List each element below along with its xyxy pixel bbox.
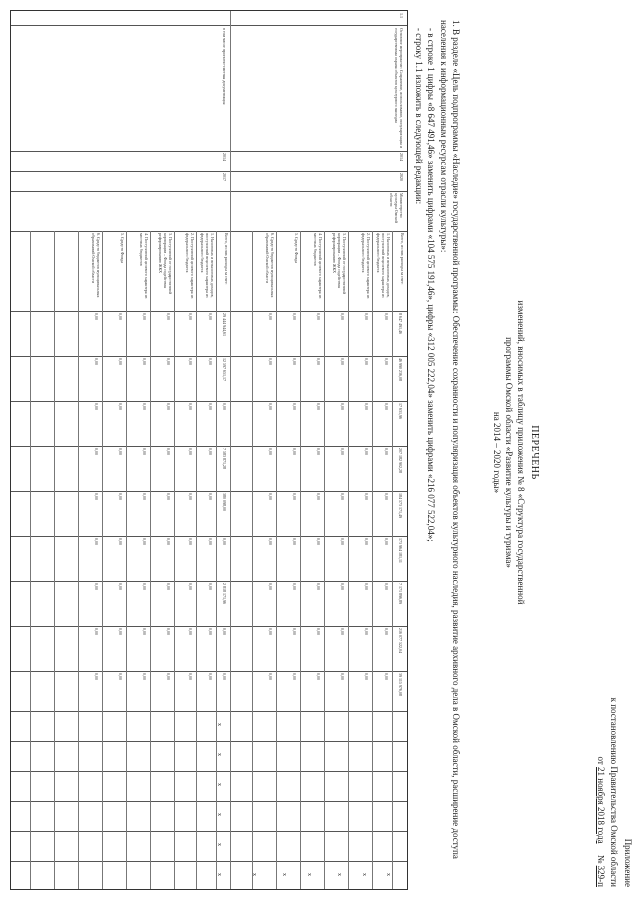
zero-value: 0,00 bbox=[340, 493, 345, 500]
number-value: 329-п bbox=[596, 865, 606, 887]
zero-value: 0,00 bbox=[340, 448, 345, 455]
title-line-4: на 2014 – 2020 годы» bbox=[492, 411, 502, 494]
zero-value: 0,00 bbox=[118, 448, 123, 455]
source-6: 6. Средств бюджетов муниципальных образований Омской области bbox=[265, 233, 275, 298]
year-end-cell: 2020 bbox=[399, 173, 404, 181]
zero-value: 0,00 bbox=[118, 628, 123, 635]
zero-value: 0,00 bbox=[268, 493, 273, 500]
source-5-2: 5. Средств Фонда bbox=[120, 233, 125, 263]
zero-value: 0,00 bbox=[166, 538, 171, 545]
zero-value: 0,00 bbox=[208, 538, 213, 545]
sub-year-end-cell: 2017 bbox=[222, 173, 227, 181]
zero-value: 0,00 bbox=[118, 313, 123, 320]
zero-value: 0,00 bbox=[340, 403, 345, 410]
source-6-2: 6. Средств бюджетов муниципальных образований Омской области bbox=[91, 233, 101, 298]
zero-value: 0,00 bbox=[384, 493, 389, 500]
zero-value: 0,00 bbox=[94, 583, 99, 590]
zero-value: 0,00 bbox=[364, 628, 369, 635]
year-start-cell: 2014 bbox=[399, 153, 404, 161]
zero-value: 0,00 bbox=[166, 403, 171, 410]
zero-value: 0,00 bbox=[208, 628, 213, 635]
total-value: 17 631,96 bbox=[398, 403, 403, 419]
appendix-label: Приложение bbox=[623, 838, 633, 887]
total-value: 46 990 236,08 bbox=[398, 358, 403, 381]
zero-value: 0,00 bbox=[142, 628, 147, 635]
zero-value: 0,00 bbox=[166, 628, 171, 635]
zero-value: 0,00 bbox=[364, 583, 369, 590]
zero-value: 0,00 bbox=[384, 448, 389, 455]
zero-value: 0,00 bbox=[188, 493, 193, 500]
zero-value: 0,00 bbox=[94, 673, 99, 680]
zero-value: 0,00 bbox=[268, 358, 273, 365]
x-mark: x bbox=[216, 753, 222, 756]
zero-value: 0,00 bbox=[188, 538, 193, 545]
zero-value: 0,00 bbox=[188, 673, 193, 680]
paragraph-2: - в строке 1 цифры «8 647 491,46» заменить цифрами «104 575 191,46», цифры «312 005 222,04» заменить цифрами «216 077 522,04»; bbox=[426, 28, 436, 542]
zero-value: 0,00 bbox=[208, 358, 213, 365]
zero-value: 0,00 bbox=[208, 403, 213, 410]
zero-value: 0,00 bbox=[340, 313, 345, 320]
zero-value: 0,00 bbox=[208, 493, 213, 500]
zero-value: 0,00 bbox=[118, 493, 123, 500]
zero-value: 0,00 bbox=[188, 358, 193, 365]
zero-value: 0,00 bbox=[208, 673, 213, 680]
zero-value: 0,00 bbox=[166, 583, 171, 590]
zero-value: 0,00 bbox=[142, 493, 147, 500]
zero-value: 0,00 bbox=[364, 538, 369, 545]
zero-value: 0,00 bbox=[142, 358, 147, 365]
zero-value: 0,00 bbox=[268, 403, 273, 410]
zero-value: 0,00 bbox=[316, 448, 321, 455]
zero-value: 0,00 bbox=[166, 673, 171, 680]
zero-value: 0,00 bbox=[340, 583, 345, 590]
zero-value: 0,00 bbox=[384, 538, 389, 545]
x-mark: x bbox=[216, 723, 222, 726]
zero-value: 0,00 bbox=[316, 628, 321, 635]
source-total-2: Всего, из них расходы за счет: bbox=[224, 233, 229, 285]
total-value-2: 0,00 bbox=[222, 403, 227, 410]
zero-value: 0,00 bbox=[292, 628, 297, 635]
zero-value: 0,00 bbox=[292, 673, 297, 680]
zero-value: 0,00 bbox=[268, 313, 273, 320]
total-value-2: 0,00 bbox=[222, 628, 227, 635]
zero-value: 0,00 bbox=[364, 493, 369, 500]
zero-value: 0,00 bbox=[384, 358, 389, 365]
x-mark: x bbox=[216, 873, 222, 876]
zero-value: 0,00 bbox=[292, 448, 297, 455]
zero-value: 0,00 bbox=[316, 403, 321, 410]
source-3: 3. Поступлений от государственной корпорации – Фонда содействия реформированию ЖКХ bbox=[332, 233, 347, 294]
zero-value: 0,00 bbox=[384, 628, 389, 635]
executor-cell: Министерство культуры Омской области bbox=[389, 193, 404, 223]
source-total: Всего, из них расходы за счет: bbox=[400, 233, 405, 285]
zero-value: 0,00 bbox=[188, 448, 193, 455]
zero-value: 0,00 bbox=[384, 403, 389, 410]
zero-value: 0,00 bbox=[142, 583, 147, 590]
zero-value: 0,00 bbox=[94, 403, 99, 410]
zero-value: 0,00 bbox=[364, 448, 369, 455]
source-2-2: 2. Поступлений целевого характера из федерального бюджета bbox=[185, 233, 195, 299]
x-mark: x bbox=[306, 873, 312, 876]
zero-value: 0,00 bbox=[166, 313, 171, 320]
zero-value: 0,00 bbox=[142, 448, 147, 455]
x-mark: x bbox=[216, 843, 222, 846]
zero-value: 0,00 bbox=[268, 628, 273, 635]
zero-value: 0,00 bbox=[208, 448, 213, 455]
zero-value: 0,00 bbox=[94, 493, 99, 500]
zero-value: 0,00 bbox=[340, 358, 345, 365]
source-4: 4. Поступлений целевого характера из местных бюджетов bbox=[313, 233, 323, 299]
zero-value: 0,00 bbox=[118, 403, 123, 410]
zero-value: 0,00 bbox=[364, 403, 369, 410]
zero-value: 0,00 bbox=[292, 358, 297, 365]
number-prefix: № bbox=[596, 854, 606, 864]
zero-value: 0,00 bbox=[292, 538, 297, 545]
x-mark: x bbox=[361, 873, 367, 876]
zero-value: 0,00 bbox=[118, 673, 123, 680]
date-prefix: от bbox=[596, 756, 606, 765]
total-value: 207 182 902,28 bbox=[398, 448, 403, 473]
zero-value: 0,00 bbox=[364, 313, 369, 320]
total-value: 8 647 491,46 bbox=[398, 313, 403, 334]
source-3-2: 3. Поступлений от государственной корпорации – Фонда содействия реформированию ЖКХ bbox=[158, 233, 173, 294]
zero-value: 0,00 bbox=[118, 538, 123, 545]
x-mark: x bbox=[336, 873, 342, 876]
total-value: 216 077 522,04 bbox=[398, 628, 403, 653]
zero-value: 0,00 bbox=[94, 448, 99, 455]
zero-value: 0,00 bbox=[142, 313, 147, 320]
zero-value: 0,00 bbox=[292, 313, 297, 320]
total-value-2: 2 818 171,96 bbox=[222, 583, 227, 604]
sub-year-start-cell: 2014 bbox=[222, 153, 227, 161]
zero-value: 0,00 bbox=[316, 538, 321, 545]
zero-value: 0,00 bbox=[316, 358, 321, 365]
zero-value: 0,00 bbox=[384, 313, 389, 320]
zero-value: 0,00 bbox=[142, 673, 147, 680]
zero-value: 0,00 bbox=[316, 313, 321, 320]
x-mark: x bbox=[216, 783, 222, 786]
source-1-2: 1. Налоговых и неналоговых доходов, поступлений нецелевого характера из федерального бюджета bbox=[200, 233, 215, 298]
source-5: 5. Средств Фонда bbox=[294, 233, 299, 263]
total-value: 173 964 181,11 bbox=[398, 538, 403, 563]
zero-value: 0,00 bbox=[268, 538, 273, 545]
date-value: 21 ноября 2018 года bbox=[596, 767, 606, 844]
source-1: 1. Налоговых и неналоговых доходов, поступлений нецелевого характера из федерального бюджета bbox=[376, 233, 391, 298]
zero-value: 0,00 bbox=[94, 313, 99, 320]
paragraph-3: - строку 1.1 изложить в следующей редакции: bbox=[414, 28, 424, 205]
total-value-2: 12 597 651,17 bbox=[222, 358, 227, 381]
zero-value: 0,00 bbox=[364, 358, 369, 365]
source-2: 2. Поступлений целевого характера из федерального бюджета bbox=[361, 233, 371, 299]
event-name-cell: Основное мероприятие: Сохранение, использование, популяризация и государственная охрана объектов культурного наследия bbox=[394, 28, 404, 148]
zero-value: 0,00 bbox=[166, 493, 171, 500]
zero-value: 0,00 bbox=[384, 673, 389, 680]
total-value: 184 573 171,49 bbox=[398, 493, 403, 518]
paragraph-1: 1. В разделе «Цель подпрограммы «Наследие» государственной программы: Обеспечение сохранности и популяризация объектов культурного наследия, развитие архивного дела в Омской области, расширение доступа населения к информационным ресурсам отрасли культуры»: bbox=[439, 20, 461, 859]
zero-value: 0,00 bbox=[208, 583, 213, 590]
x-mark: x bbox=[281, 873, 287, 876]
zero-value: 0,00 bbox=[188, 583, 193, 590]
structure-table bbox=[10, 10, 408, 890]
zero-value: 0,00 bbox=[316, 583, 321, 590]
zero-value: 0,00 bbox=[118, 358, 123, 365]
zero-value: 0,00 bbox=[94, 358, 99, 365]
zero-value: 0,00 bbox=[142, 538, 147, 545]
total-value: 7 171 896,89 bbox=[398, 583, 403, 604]
zero-value: 0,00 bbox=[118, 583, 123, 590]
total-value: 39 115 976,08 bbox=[398, 673, 403, 696]
row-number: 1.1 bbox=[399, 13, 404, 18]
title-line-2: изменений, вносимых в таблицу приложения № 8 «Структура государственной bbox=[516, 300, 526, 605]
zero-value: 0,00 bbox=[188, 628, 193, 635]
zero-value: 0,00 bbox=[340, 538, 345, 545]
x-mark: x bbox=[216, 813, 222, 816]
x-mark: x bbox=[251, 873, 257, 876]
total-value-2: 0,00 bbox=[222, 538, 227, 545]
zero-value: 0,00 bbox=[188, 403, 193, 410]
zero-value: 0,00 bbox=[188, 313, 193, 320]
appendix-date-line bbox=[595, 756, 607, 887]
zero-value: 0,00 bbox=[268, 583, 273, 590]
document-title: ПЕРЕЧЕНЬ bbox=[529, 425, 540, 480]
zero-value: 0,00 bbox=[292, 493, 297, 500]
total-value-2: 7 583 871,28 bbox=[222, 448, 227, 469]
zero-value: 0,00 bbox=[166, 358, 171, 365]
source-4-2: 4. Поступлений целевого характера из местных бюджетов bbox=[139, 233, 149, 299]
zero-value: 0,00 bbox=[166, 448, 171, 455]
zero-value: 0,00 bbox=[340, 673, 345, 680]
appendix-reference: к постановлению Правительства Омской области bbox=[609, 697, 619, 887]
zero-value: 0,00 bbox=[268, 673, 273, 680]
zero-value: 0,00 bbox=[384, 583, 389, 590]
zero-value: 0,00 bbox=[292, 583, 297, 590]
zero-value: 0,00 bbox=[292, 403, 297, 410]
zero-value: 0,00 bbox=[268, 448, 273, 455]
total-value-2: 29 444 944,61 bbox=[222, 313, 227, 336]
zero-value: 0,00 bbox=[94, 538, 99, 545]
title-line-3: программы Омской области «Развитие культуры и туризма» bbox=[504, 337, 514, 568]
zero-value: 0,00 bbox=[94, 628, 99, 635]
total-value-2: 380 098,00 bbox=[222, 493, 227, 511]
total-value-2: 0,00 bbox=[222, 673, 227, 680]
zero-value: 0,00 bbox=[142, 403, 147, 410]
x-mark: x bbox=[385, 873, 391, 876]
zero-value: 0,00 bbox=[316, 493, 321, 500]
in-that-number-cell: в том числе проектно-сметная документация bbox=[222, 28, 227, 105]
zero-value: 0,00 bbox=[364, 673, 369, 680]
zero-value: 0,00 bbox=[340, 628, 345, 635]
zero-value: 0,00 bbox=[316, 673, 321, 680]
zero-value: 0,00 bbox=[208, 313, 213, 320]
